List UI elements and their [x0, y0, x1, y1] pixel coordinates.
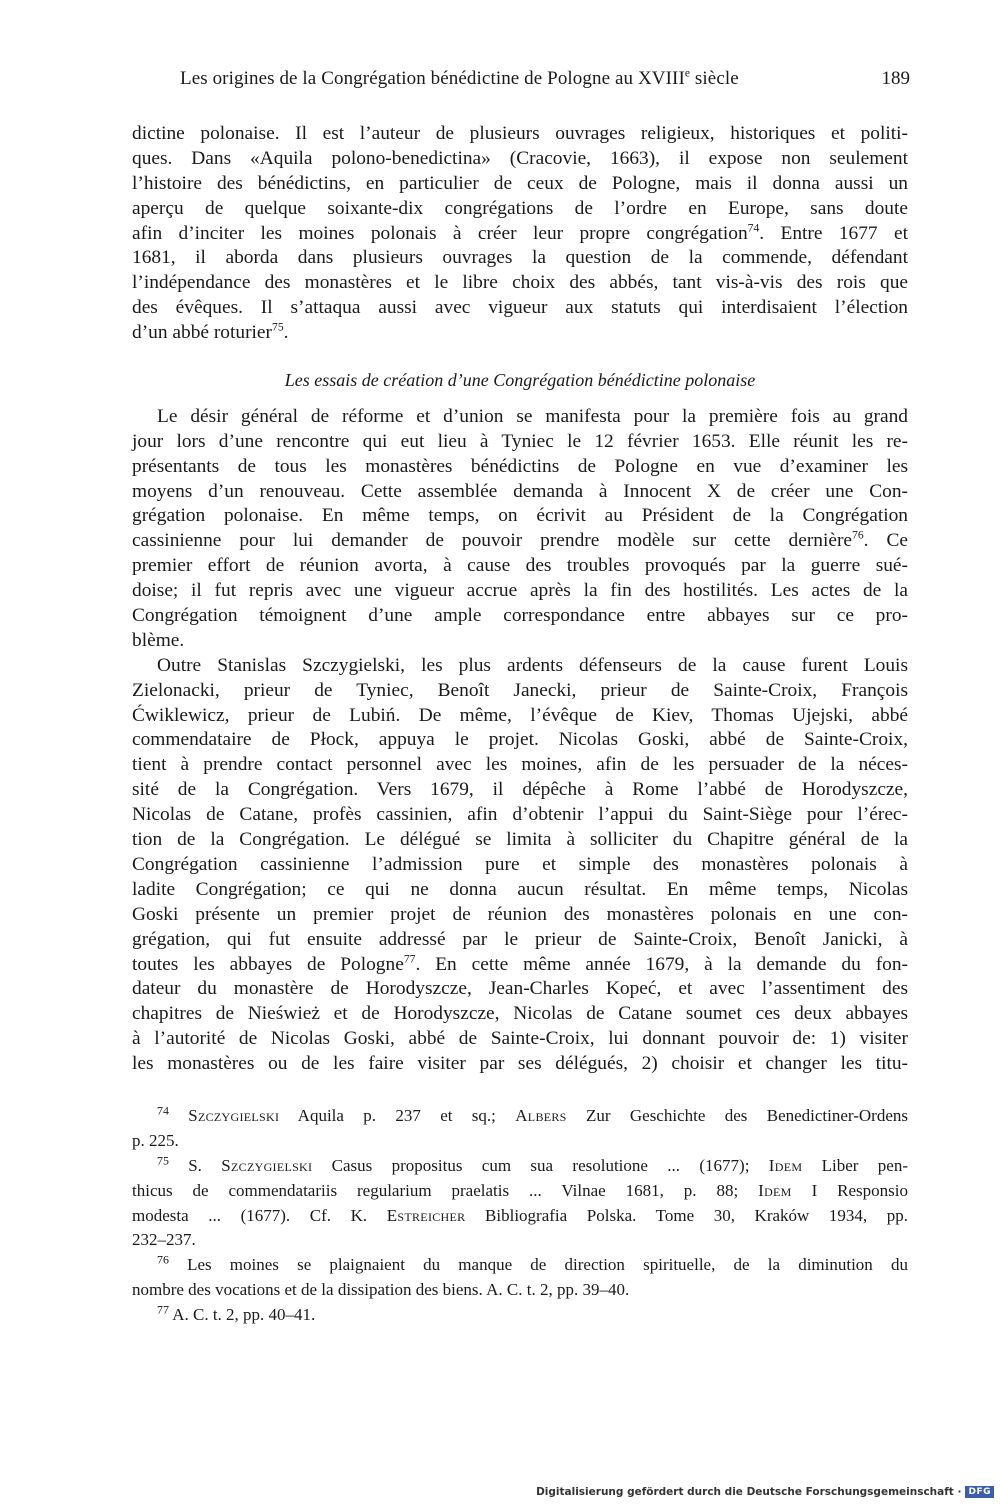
footnote-76: [132, 1252, 908, 1306]
text-line: Outre Stanislas Szczygielski, les plus ardents défenseurs de la cause furent Louis: [157, 654, 908, 676]
footnote-line: p. 225.: [132, 1130, 179, 1150]
text-line: dateur du monastère de Horodyszcze, Jean-Charles Kopeć, et avec l’assentiment des: [132, 978, 908, 1000]
paragraph-2: [132, 405, 908, 654]
footnote-line: $^{75}$ S. Szczygielski Casus propositus cum sua resolutione ... (1677); Idem Liber pen-: [157, 1153, 908, 1175]
funding-note: [536, 1486, 994, 1498]
text-line: jour lors d’une rencontre qui eut lieu à Tyniec le 12 février 1653. Elle réunit les re-: [132, 430, 908, 452]
paragraph-3: [132, 654, 908, 1077]
text-line: cassinienne pour lui demander de pouvoir prendre modèle sur cette dernière$^{76}$. Ce: [132, 528, 908, 552]
footnote-line: $^{76}$ Les moines se plaignaient du manque de direction spirituelle, de la diminution du: [157, 1252, 908, 1275]
dfg-logo: DFG: [965, 1486, 994, 1498]
section-heading: Les essais de création d’une Congrégation bénédictine polonaise: [284, 370, 756, 391]
text-line: Goski présente un premier projet de réunion des monastères polonais en une con-: [132, 903, 908, 925]
footnote-ref: 74: [747, 221, 760, 235]
text-line: ques. Dans «Aquila polono-benedictina» (Cracovie, 1663), il expose non seulement: [132, 147, 908, 169]
text-line: grégation, qui fut ensuite addressé par le prieur de Sainte-Croix, Benoît Janicki, à: [132, 928, 908, 950]
text-line: Ćwiklewicz, prieur de Lubiń. De même, l’évêque de Kiev, Thomas Ujejski, abbé: [132, 704, 908, 726]
text-line: ladite Congrégation; ce qui ne donna aucun résultat. En même temps, Nicolas: [132, 878, 908, 900]
footnote-line: 232–237.: [132, 1230, 196, 1250]
text-line: l’histoire des bénédictins, en particulier de ceux de Pologne, mais il donna aussi un: [132, 172, 908, 194]
footnote-line: nombre des vocations et de la dissipation des biens. A. C. t. 2, pp. 39–40.: [132, 1280, 630, 1300]
text-line: premier effort de réunion avorta, à cause des troubles provoqués par la guerre sué-: [132, 555, 908, 577]
text-line: présentants de tous les monastères bénédictins de Pologne en vue d’examiner les: [132, 455, 908, 477]
footnote-77: [132, 1302, 908, 1331]
text-line: sité de la Congrégation. Vers 1679, il dépêche à Rome l’abbé de Horodyszcze,: [132, 779, 908, 801]
text-line: l’indépendance des monastères et le libre choix des abbés, tant vis-à-vis des rois que: [132, 272, 908, 294]
text-line: chapitres de Nieśwież et de Horodyszcze, Nicolas de Catane soumet ces deux abbayes: [132, 1003, 908, 1025]
paragraph-1: [132, 122, 908, 346]
footnote-line: $^{77}$ A. C. t. 2, pp. 40–41.: [157, 1302, 316, 1325]
text-line: Zielonacki, prieur de Tyniec, Benoît Janecki, prieur de Sainte-Croix, François: [132, 679, 908, 701]
footnote-ref: 77: [403, 952, 416, 966]
page-number: 189: [881, 68, 910, 89]
footnote-ref: 76: [852, 528, 864, 542]
footnote-line: modesta ... (1677). Cf. K. Estreicher Bibliografia Polska. Tome 30, Kraków 1934, pp.: [132, 1205, 908, 1225]
text-line: 1681, il aborda dans plusieurs ouvrages la question de la commende, défendant: [132, 247, 908, 269]
text-line: Nicolas de Catane, profès cassinien, afin d’obtenir l’appui du Saint-Siège pour l’érec-: [132, 804, 908, 826]
text-line: tion de la Congrégation. Le délégué se limita à solliciter du Chapitre général de la: [132, 829, 908, 851]
main-text: [132, 122, 908, 1077]
text-line: aperçu de quelque soixante-dix congrégations de l’ordre en Europe, sans doute: [132, 197, 908, 219]
text-line: blème.: [132, 629, 185, 651]
text-line: des évêques. Il s’attaqua aussi avec vigueur aux statuts qui interdisaient l’élection: [132, 297, 908, 319]
text-line: Congrégation cassinienne l’admission pure et simple des monastères polonais à: [132, 853, 908, 875]
text-line: d’un abbé roturier$^{75}$.: [132, 320, 289, 344]
footnote-line: thicus de commendatariis regularium praelatis ... Vilnae 1681, p. 88; Idem I Responsio: [132, 1180, 908, 1200]
text-line: dictine polonaise. Il est l’auteur de plusieurs ouvrages religieux, historiques et politi-: [132, 123, 908, 144]
footnote-line: $^{74}$ Szczygielski Aquila p. 237 et sq.; Albers Zur Geschichte des Benedictiner-Ordens: [157, 1103, 908, 1125]
running-title: Les origines de la Congrégation bénédictine de Pologne au XVIIIe siècle: [180, 67, 739, 89]
footnotes: [132, 1103, 908, 1331]
text-line: tient à prendre contact personnel avec les moines, afin de les persuader de la néces-: [132, 754, 908, 776]
text-line: Le désir général de réforme et d’union se manifesta pour la première fois au grand: [157, 405, 908, 427]
footnote-ref: 75: [272, 320, 284, 334]
text-line: les monastères ou de les faire visiter par ses délégués, 2) choisir et changer les titu-: [132, 1053, 908, 1075]
text-line: grégation polonaise. En même temps, on écrivit au Président de la Congrégation: [132, 505, 908, 527]
text-line: doise; il fut repris avec une vigueur accrue après la fin des hostilités. Les actes de la: [132, 580, 908, 602]
text-line: commendataire de Płock, appuya le projet. Nicolas Goski, abbé de Sainte-Croix,: [132, 729, 908, 751]
footnote-74: [132, 1103, 908, 1157]
text-line: à l’autorité de Nicolas Goski, abbé de Sainte-Croix, lui donnant pouvoir de: 1) visiter: [132, 1028, 908, 1050]
funding-text: Digitalisierung gefördert durch die Deutsche Forschungsgemeinschaft ·: [536, 1486, 962, 1498]
footnote-75: [132, 1153, 908, 1257]
text-line: moyens d’un renouveau. Cette assemblée demanda à Innocent X de créer une Con-: [132, 480, 908, 502]
text-line: afin d’inciter les moines polonais à créer leur propre congrégation$^{74}$. Entre 1677 et: [132, 221, 908, 244]
text-line: toutes les abbayes de Pologne$^{77}$. En cette même année 1679, à la demande du fon-: [132, 952, 908, 975]
text-line: Congrégation témoignent d’une ample correspondance entre abbayes sur ce pro-: [132, 605, 908, 627]
